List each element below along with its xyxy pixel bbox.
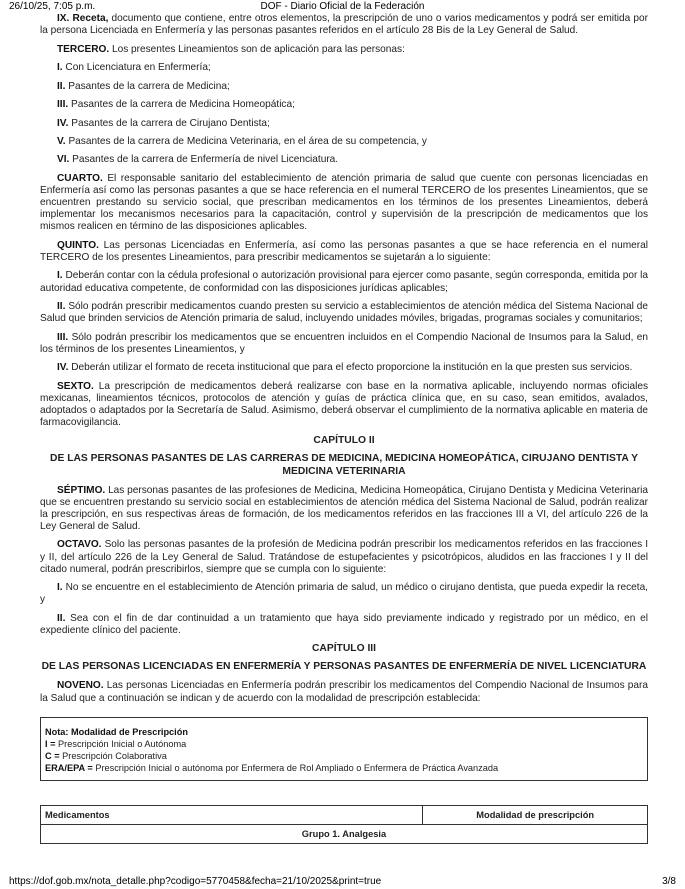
list-item: I. No se encuentre en el establecimiento de Atención primaria de salud, un médico o cirujano dentista, que pueda expedir la receta, y xyxy=(40,582,648,606)
list-item: II. Sólo podrán prescribir medicamentos cuando presten su servicio a establecimientos de atención médica del Sistema Nacional de Salud que brinden servicios de Atención primaria de salud, incluyendo unidades móviles, brigadas, programas sociales y comunitarios; xyxy=(40,300,648,325)
paragraph-ix: IX. Receta, documento que contiene, entre otros elementos, la prescripción de uno o varios medicamentos y podrá ser emitida por la persona Licenciada en Enfermería y las personas pasantes referidos en el artículo 28 Bis de la Ley General de Salud. xyxy=(40,13,648,37)
paragraph-sexto: SEXTO. La prescripción de medicamentos deberá realizarse con base en la normativa aplicable, incluyendo normas oficiales mexicanas, lineamientos técnicos, protocolos de atención y guías de práctica clínica que, en su caso, sean emitidos, avalados, adoptados o adaptados por la Secretaría de Salud. Asimismo, deberá observar el cumplimiento de la normativa aplicable en materia de farmacovigilancia. xyxy=(40,380,648,428)
column-header-modalidad: Modalidad de prescripción xyxy=(423,805,648,824)
note-item: ERA/EPA = Prescripción Inicial o autónoma por Enfermera de Rol Ampliado o Enfermera de Práctica Avanzada xyxy=(45,762,499,773)
page-url-link[interactable]: https://dof.gob.mx/nota_detalle.php?codigo=5770458&fecha=21/10/2025&print=true xyxy=(9,876,382,887)
paragraph-septimo: SÉPTIMO. Las personas pasantes de las profesiones de Medicina, Medicina Homeopática, Cirujano Dentista y Medicina Veterinaria que se encuentren prestando su servicio social en establecimientos de atención médica del Sistema Nacional de Salud, podrán realizar la prescripción, en sus respectivas áreas de formación, de los medicamentos referidos en las fracciones III a VI, del artículo 226 de la Ley General de Salud. xyxy=(40,484,648,532)
chapter-title: DE LAS PERSONAS PASANTES DE LAS CARRERAS DE MEDICINA, MEDICINA HOMEOPÁTICA, CIRUJANO DENTISTA Y MEDICINA VETERINARIA xyxy=(50,453,638,477)
chapter-label: CAPÍTULO II xyxy=(313,435,375,447)
paragraph-noveno: NOVENO. Las personas Licenciadas en Enfermería podrán prescribir los medicamentos del Compendio Nacional de Insumos para la Salud que a continuación se indican y de acuerdo con la modalidad de prescripción establecida: xyxy=(40,680,648,704)
list-item: III. Pasantes de la carrera de Medicina Homeopática; xyxy=(57,99,295,111)
list-item: VI. Pasantes de la carrera de Enfermería de nivel Licenciatura. xyxy=(57,154,339,166)
list-item: II. Sea con el fin de dar continuidad a un tratamiento que haya sido previamente indicado y registrado por un médico, en el expediente clínico del paciente. xyxy=(40,612,648,636)
paragraph-cuarto: CUARTO. El responsable sanitario del establecimiento de atención primaria de salud que cuente con personas licenciadas en Enfermería así como las personas pasantes a que se hace referencia en el numeral TERCERO de los presentes Lineamientos, que se encuentren prestando su servicio social, que prescriban medicamentos en los términos de los presentes Lineamientos, deberá implementar los mecanismos necesarios para la capacitación, control y supervisión de la prescripción de medicamentos que los mismos realicen en término de las disposiciones aplicables. xyxy=(40,172,648,233)
column-header-medicamentos: Medicamentos xyxy=(41,805,423,824)
prescription-mode-note xyxy=(40,717,648,781)
list-item: V. Pasantes de la carrera de Medicina Veterinaria, en el área de su competencia, y xyxy=(57,136,427,147)
page-number: 3/8 xyxy=(662,876,676,887)
paragraph-octavo: OCTAVO. Solo las personas pasantes de la profesión de Medicina podrán prescribir los medicamentos referidos en las fracciones I y II, del artículo 226 de la Ley General de Salud. Tratándose de estupefacientes y psicotrópicos, aludidos en las fracciones I y II del citado numeral, podrán prescribirlos, siempre que se cumpla con lo siguiente: xyxy=(40,539,648,575)
list-item: I. Deberán contar con la cédula profesional o autorización provisional para ejercer como pasante, según corresponda, emitida por la autoridad educativa competente, de conformidad con las disposiciones jurídicas aplicables; xyxy=(40,270,649,294)
chapter-label: CAPÍTULO III xyxy=(311,643,377,655)
chapter-title: DE LAS PERSONAS LICENCIADAS EN ENFERMERÍA Y PERSONAS PASANTES DE ENFERMERÍA DE NIVEL LICENCIATURA xyxy=(41,661,647,673)
group-label: Grupo 1. Analgesia xyxy=(41,824,648,843)
print-site-title: DOF - Diario Oficial de la Federación xyxy=(260,1,425,12)
list-item: IV. Deberán utilizar el formato de receta institucional que para el efecto proporcione la institución en la que presten sus servicios. xyxy=(57,362,633,374)
list-item: IV. Pasantes de la carrera de Cirujano Dentista; xyxy=(57,117,270,129)
note-item: I = Prescripción Inicial o Autónoma xyxy=(45,738,187,749)
note-title: Nota: Modalidad de Prescripción xyxy=(45,726,188,737)
print-datetime: 26/10/25, 7:05 p.m. xyxy=(9,1,96,12)
print-footer xyxy=(9,875,676,889)
print-header xyxy=(9,0,676,14)
document-body xyxy=(40,13,648,844)
list-item: II. Pasantes de la carrera de Medicina; xyxy=(57,80,230,92)
paragraph-tercero: TERCERO. Los presentes Lineamientos son de aplicación para las personas: xyxy=(57,43,405,55)
list-item: I. Con Licenciatura en Enfermería; xyxy=(57,62,211,74)
medications-table xyxy=(40,805,648,844)
table-group-row xyxy=(41,824,648,843)
list-item: III. Sólo podrán prescribir los medicamentos que se encuentren incluidos en el Compendio Nacional de Insumos para la Salud, en los términos de los presentes Lineamientos, y xyxy=(40,331,648,355)
paragraph-quinto: QUINTO. Las personas Licenciadas en Enfermería, así como las personas pasantes a que se hace referencia en el numeral TERCERO de los presentes Lineamientos, para prescribir medicamentos se sujetarán a lo siguiente: xyxy=(40,239,648,263)
table-header-row xyxy=(41,805,648,824)
note-item: C = Prescripción Colaborativa xyxy=(45,750,167,761)
